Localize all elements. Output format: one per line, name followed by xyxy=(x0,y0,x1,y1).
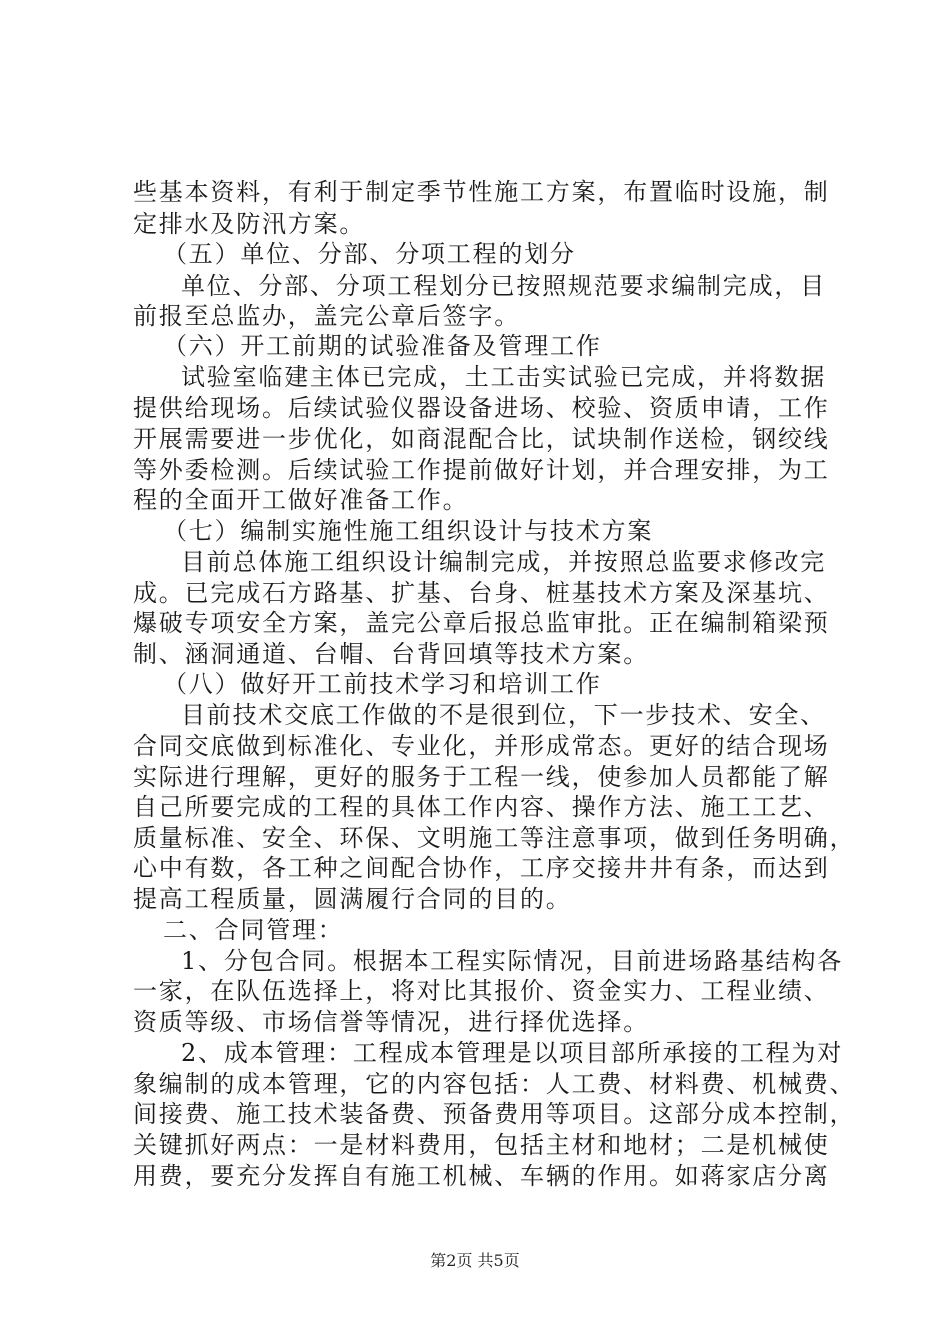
text-line: 自己所要完成的工程的具体工作内容、操作方法、施工工艺、 xyxy=(133,793,830,821)
section-heading: （六）开工前期的试验准备及管理工作 xyxy=(163,332,602,360)
text-line: 用费，要充分发挥自有施工机械、车辆的作用。如蒋家店分离 xyxy=(133,1162,830,1190)
section-heading: （五）单位、分部、分项工程的划分 xyxy=(163,240,576,268)
section-heading: （七）编制实施性施工组织设计与技术方案 xyxy=(163,517,654,545)
text-line: 心中有数，各工种之间配合协作，工序交接井井有条，而达到 xyxy=(133,854,830,882)
text-line: 提供给现场。后续试验仪器设备进场、校验、资质申请，工作 xyxy=(133,394,830,422)
text-line: 爆破专项安全方案，盖完公章后报总监审批。正在编制箱梁预 xyxy=(133,609,830,637)
text-line: 实际进行理解，更好的服务于工程一线，使参加人员都能了解 xyxy=(133,763,830,791)
text-line: 资质等级、市场信誉等情况，进行择优选择。 xyxy=(133,1008,649,1036)
text-line: 制、涵洞通道、台帽、台背回填等技术方案。 xyxy=(133,640,649,668)
text-line: 间接费、施工技术装备费、预备费用等项目。这部分成本控制， xyxy=(133,1100,856,1128)
text-line: 前报至总监办，盖完公章后签字。 xyxy=(133,302,520,330)
text-line: 一家，在队伍选择上，将对比其报价、资金实力、工程业绩、 xyxy=(133,977,830,1005)
text-line: 合同交底做到标准化、专业化，并形成常态。更好的结合现场 xyxy=(133,732,830,760)
page-footer: 第2页 共5页 xyxy=(430,1251,520,1270)
section-heading: 二、合同管理： xyxy=(163,916,344,944)
text-line: 2、成本管理：工程成本管理是以项目部所承接的工程为对 xyxy=(181,1039,844,1067)
text-line: 开展需要进一步优化，如商混配合比，试块制作送检，钢绞线 xyxy=(133,425,830,453)
text-line: 1、分包合同。根据本工程实际情况，目前进场路基结构各 xyxy=(181,947,844,975)
text-line: 目前总体施工组织设计编制完成，并按照总监要求修改完 xyxy=(181,548,826,576)
text-line: 质量标准、安全、环保、文明施工等注意事项，做到任务明确， xyxy=(133,824,856,852)
text-line: 象编制的成本管理，它的内容包括：人工费、材料费、机械费、 xyxy=(133,1070,856,1098)
text-line: 程的全面开工做好准备工作。 xyxy=(133,486,469,514)
section-heading: （八）做好开工前技术学习和培训工作 xyxy=(163,670,602,698)
text-line: 些基本资料，有利于制定季节性施工方案，布置临时设施，制 xyxy=(133,178,830,206)
text-line: 提高工程质量，圆满履行合同的目的。 xyxy=(133,885,572,913)
text-line: 等外委检测。后续试验工作提前做好计划，并合理安排，为工 xyxy=(133,456,830,484)
text-line: 单位、分部、分项工程划分已按照规范要求编制完成，目 xyxy=(181,272,826,300)
text-line: 试验室临建主体已完成，土工击实试验已完成，并将数据 xyxy=(181,363,826,391)
text-line: 目前技术交底工作做的不是很到位，下一步技术、安全、 xyxy=(181,701,826,729)
text-line: 关键抓好两点：一是材料费用，包括主材和地材；二是机械使 xyxy=(133,1131,830,1159)
text-line: 成。已完成石方路基、扩基、台身、桩基技术方案及深基坑、 xyxy=(133,579,830,607)
text-line: 定排水及防汛方案。 xyxy=(133,210,366,238)
